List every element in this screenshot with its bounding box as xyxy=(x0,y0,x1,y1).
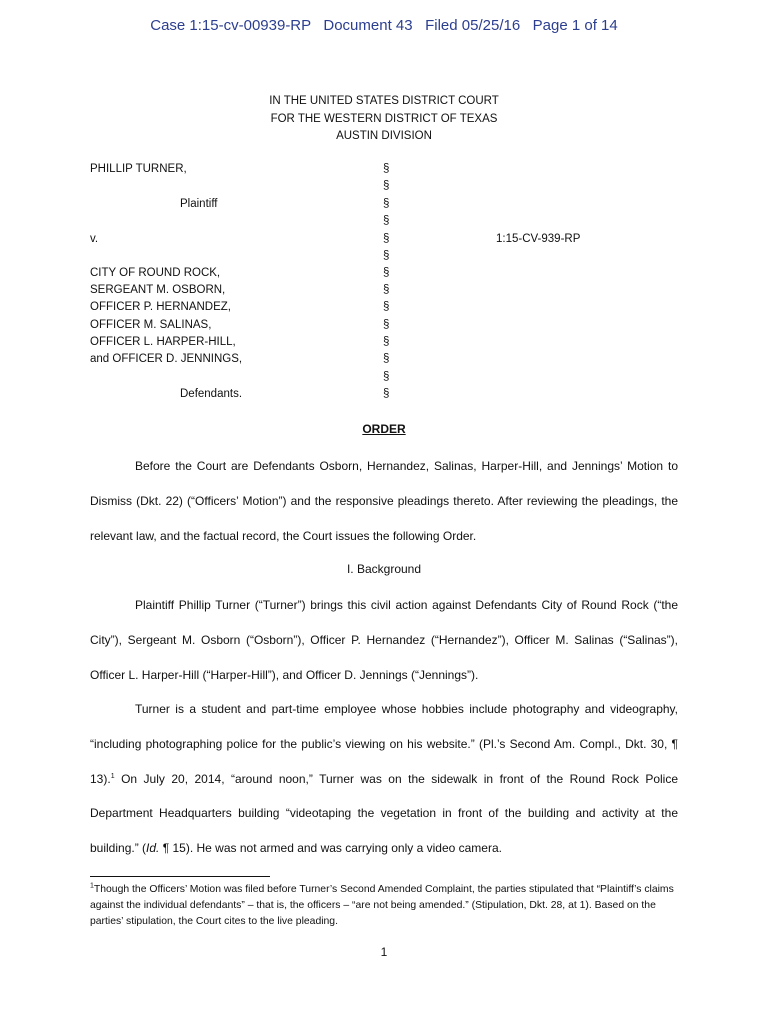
court-line-3: AUSTIN DIVISION xyxy=(336,130,432,142)
section-symbol: § xyxy=(383,215,390,227)
paragraph-part: ¶ 15). He was not armed and was carrying only a video camera. xyxy=(159,841,502,856)
section-symbol: § xyxy=(383,198,390,210)
defendants-label: Defendants. xyxy=(180,388,243,400)
footnote-reference: 1 xyxy=(110,772,115,780)
defendant-name: OFFICER M. SALINAS, xyxy=(90,319,212,331)
court-heading xyxy=(0,93,768,146)
defendant-name: OFFICER L. HARPER-HILL, xyxy=(90,336,236,348)
footnote-marker: 1 xyxy=(90,882,94,890)
id-citation: Id. xyxy=(146,841,160,856)
section-symbol: § xyxy=(383,371,390,383)
section-symbol: § xyxy=(383,233,390,245)
page-number: 1 xyxy=(380,945,388,959)
section-symbol: § xyxy=(383,336,390,348)
court-line-1: IN THE UNITED STATES DISTRICT COURT xyxy=(269,95,499,107)
section-symbol: § xyxy=(383,180,390,192)
intro-paragraph xyxy=(90,449,678,553)
section-symbol: § xyxy=(383,250,390,262)
defendant-name: SERGEANT M. OSBORN, xyxy=(90,284,226,296)
section-symbol: § xyxy=(383,267,390,279)
section-symbol: § xyxy=(383,353,390,365)
case-number: 1:15-CV-939-RP xyxy=(496,233,581,245)
section-heading: I. Background xyxy=(346,562,422,576)
plaintiff-label: Plaintiff xyxy=(180,198,218,210)
plaintiff-name: PHILLIP TURNER, xyxy=(90,163,187,175)
ecf-header: Case 1:15-cv-00939-RP Document 43 Filed 05/25/16 Page 1 of 14 xyxy=(150,17,618,34)
footnote-text: Though the Officers’ Motion was filed before Turner’s Second Amended Complaint, the parties stipulated that “Plaintiff’s claims against the individual defendants” – that is, the officers – “are not being amended.” (Stipulation, Dkt. 28, at 1). Based on the parties’ stipulation, the Court cites to the live pleading. xyxy=(90,884,674,927)
versus: v. xyxy=(90,233,99,245)
paragraph-text xyxy=(90,692,678,866)
section-symbol: § xyxy=(383,163,390,175)
defendant-name: CITY OF ROUND ROCK, xyxy=(90,267,221,279)
footnote xyxy=(90,882,680,930)
footnote-divider xyxy=(90,876,270,877)
court-line-2: FOR THE WESTERN DISTRICT OF TEXAS xyxy=(270,112,498,125)
background-paragraph xyxy=(90,588,678,692)
section-symbol: § xyxy=(383,301,390,313)
section-symbol: § xyxy=(383,284,390,296)
section-symbol: § xyxy=(383,388,390,400)
defendant-name: OFFICER P. HERNANDEZ, xyxy=(90,301,231,313)
order-title: ORDER xyxy=(362,422,406,436)
paragraph-text: Before the Court are Defendants Osborn, Hernandez, Salinas, Harper-Hill, and Jennings’ Motion to Dismiss (Dkt. 22) (“Officers’ Motion”) and the responsive pleadings thereto. After reviewing the pleadings, the relevant law, and the factual record, the Court issues the following Order. xyxy=(90,459,678,543)
paragraph-text: Plaintiff Phillip Turner (“Turner”) brings this civil action against Defendants City of Round Rock (“the City”), Sergeant M. Osborn (“Osborn”), Officer P. Hernandez (“Hernandez”), Officer M. Salinas (“Salinas”), Officer L. Harper-Hill (“Harper-Hill”), and Officer D. Jennings (“Jennings”). xyxy=(90,598,678,682)
section-symbol: § xyxy=(383,319,390,331)
paragraph-part: Turner is a student and part-time employee whose hobbies include photography and videography, “including photographing police for the public’s viewing on his website.” (Pl.’s Second Am. Compl., Dkt. 30, ¶ 13). xyxy=(90,702,678,786)
paragraph-part: On July 20, 2014, “around noon,” Turner was on the sidewalk in front of the Round Rock Police Department Headquarters building “videotaping the vegetation in front of the building and activity at the building.” ( xyxy=(90,771,678,856)
facts-paragraph xyxy=(90,692,678,866)
defendant-name: and OFFICER D. JENNINGS, xyxy=(90,353,243,365)
